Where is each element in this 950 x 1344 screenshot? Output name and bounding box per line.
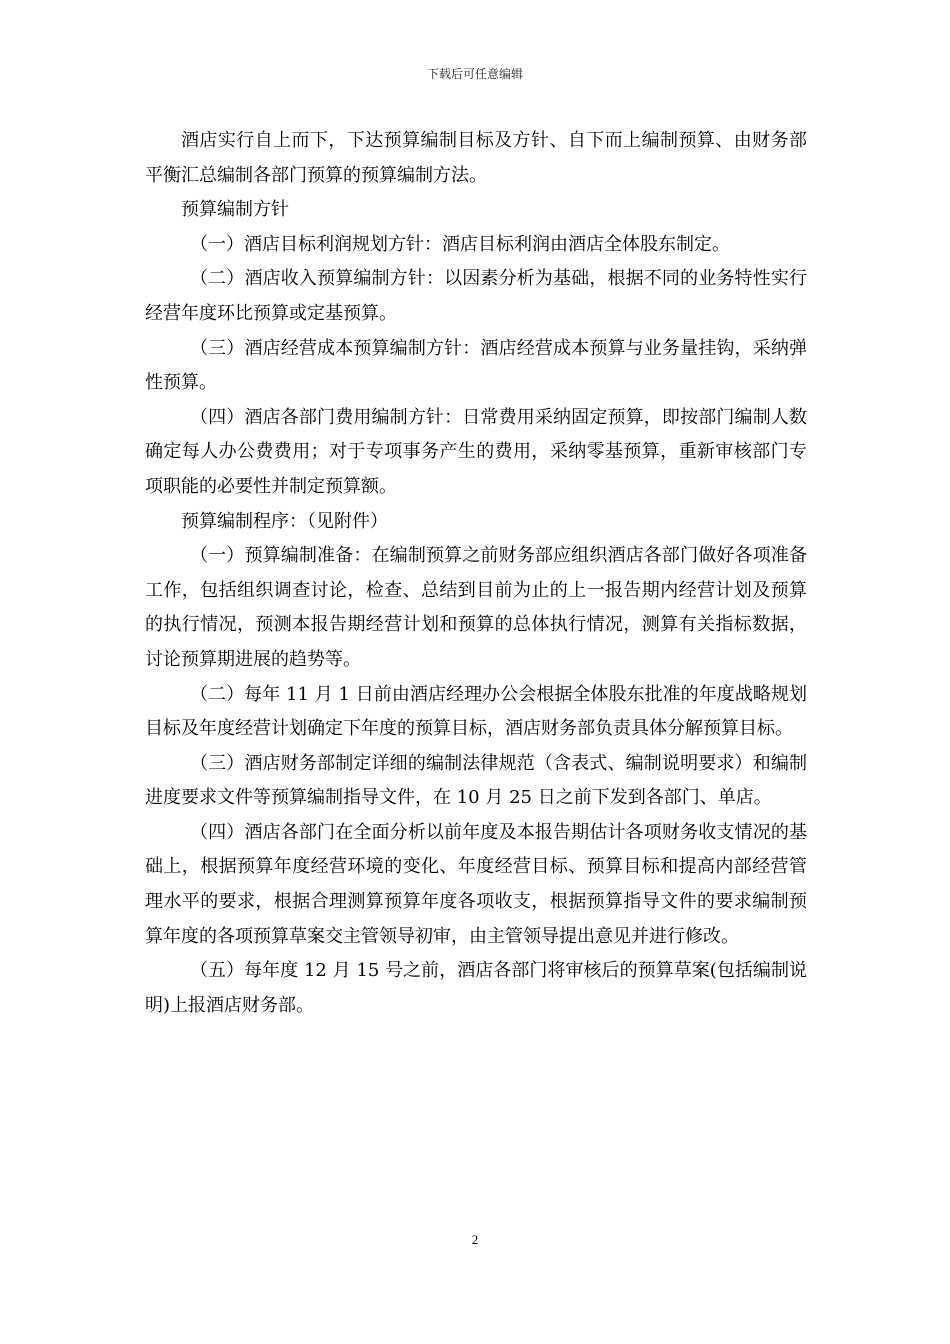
paragraph-procedure-target: （二）每年 11 月 1 日前由酒店经理办公会根据全体股东批准的年度战略规划目标及年度经营计划确定下年度的预算目标，酒店财务部负责具体分解预算目标。 [145, 683, 807, 740]
page-number: 2 [471, 1232, 479, 1247]
heading-budget-procedure: 预算编制程序：（见附件） [181, 510, 388, 532]
paragraph-procedure-preparation: （一）预算编制准备：在编制预算之前财务部应组织酒店各部门做好各项准备工作，包括组织调查讨论，检查、总结到目前为止的上一报告期内经营计划及预算的执行情况，预测本报告期经营计划和预算的总体执行情况，测算有关指标数据，讨论预算期进展的趋势等。 [145, 545, 807, 670]
paragraph-procedure-drafting: （四）酒店各部门在全面分析以前年度及本报告期估计各项财务收支情况的基础上，根据预算年度经营环境的变化、年度经营目标、预算目标和提高内部经营管理水平的要求，根据合理测算预算年度各项收支，根据预算指导文件的要求编制预算年度的各项预算草案交主管领导初审，由主管领导提出意见并进行修改。 [145, 821, 807, 947]
paragraph-procedure-guidance: （三）酒店财务部制定详细的编制法律规范（含表式、编制说明要求）和编制进度要求文件等预算编制指导文件，在 10 月 25 日之前下发到各部门、单店。 [145, 752, 807, 809]
heading-budget-policy: 预算编制方针 [181, 199, 289, 221]
paragraph-procedure-submission: （五）每年度 12 月 15 号之前，酒店各部门将审核后的预算草案(包括编制说明)上报酒店财务部。 [145, 960, 807, 1016]
page-header: 下载后可任意编辑 [426, 67, 523, 81]
paragraph-policy-income: （二）酒店收入预算编制方针：以因素分析为基础，根据不同的业务特性实行经营年度环比预算或定基预算。 [145, 268, 807, 324]
paragraph-budget-method: 酒店实行自上而下，下达预算编制目标及方针、自下而上编制预算、由财务部平衡汇总编制各部门预算的预算编制方法。 [145, 130, 807, 186]
paragraph-policy-cost: （三）酒店经营成本预算编制方针：酒店经营成本预算与业务量挂钩，采纳弹性预算。 [145, 337, 807, 394]
paragraph-policy-profit: （一）酒店目标利润规划方针：酒店目标利润由酒店全体股东制定。 [190, 233, 730, 255]
document-body [145, 124, 807, 1023]
paragraph-policy-expense: （四）酒店各部门费用编制方针：日常费用采纳固定预算，即按部门编制人数确定每人办公费费用；对于专项事务产生的费用，采纳零基预算，重新审核部门专项职能的必要性并制定预算额。 [145, 406, 807, 497]
